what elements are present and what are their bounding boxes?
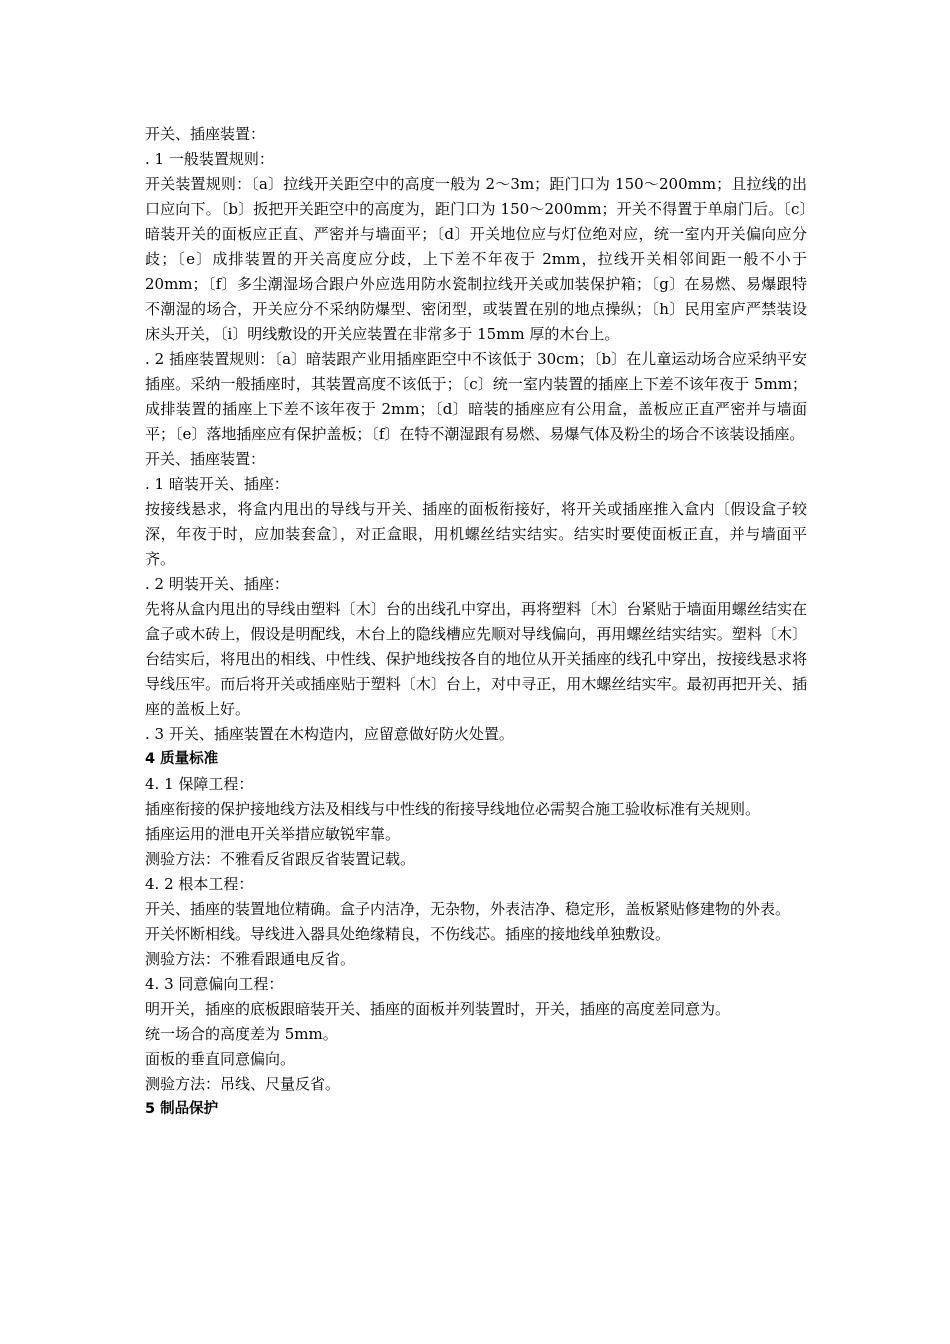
paragraph-same-place: 统一场合的高度差为 5mm。 (145, 1025, 338, 1043)
paragraph-test-method-1: 测验方法：不雅看反省跟反省装置记载。 (145, 850, 416, 868)
paragraph-test-method-3: 测验方法：吊线、尺量反省。 (145, 1075, 341, 1093)
subsection-deviation: 4. 3 同意偏向工程： (145, 975, 284, 993)
paragraph-surface: 先将从盒内甩出的导线由塑料〔木〕台的出线孔中穿出，再将塑料〔木〕台紧贴于墙面用螺丝结实在盒子或木砖上，假设是明配线，木台上的隐线槽应先顺对导线偏向，再用螺丝结实结实。塑料〔木〕台结实后，将甩出的相线、中性线、保护地线按各自的地位从开关插座的线孔中穿出，按接线悬求将导线压牢。而后将开关或插座贴于塑料〔木〕台上，对中寻正，用木螺丝结实牢。最初再把开关、插座的盖板上好。 (145, 600, 807, 718)
subsection-surface: . 2 明装开关、插座： (145, 575, 289, 593)
paragraph-position: 开关、插座的装置地位精确。盒子内洁净，无杂物，外表洁净、稳定形，盖板紧贴修建物的外表。 (145, 900, 791, 918)
paragraph-grounding: 插座衔接的保护接地线方法及相线与中性线的衔接导线地位必需契合施工验收标准有关规则。 (145, 800, 761, 818)
paragraph-leakage-switch: 插座运用的泄电开关举措应敏锐牢靠。 (145, 825, 401, 843)
paragraph-fire-protection: . 3 开关、插座装置在木构造内，应留意做好防火处置。 (145, 725, 514, 743)
subsection-concealed: . 1 暗装开关、插座： (145, 475, 289, 493)
paragraph-vertical: 面板的垂直同意偏向。 (145, 1050, 296, 1068)
section-title-install-2: 开关、插座装置： (145, 450, 266, 468)
subsection-basic: 4. 2 根本工程： (145, 875, 254, 893)
paragraph-switch-rules: 开关装置规则：〔a〕拉线开关距空中的高度一般为 2～3m；距门口为 150～200mm；且拉线的出口应向下。〔b〕扳把开关距空中的高度为，距门口为 150～200mm；开关不得置于单扇门后。〔c〕暗装开关的面板应正直、严密并与墙面平；〔d〕开关地位应与灯位绝对应，统一室内开关偏向应分歧；〔e〕成排装置的开关高度应分歧，上下差不年夜于 2mm，拉线开关相邻间距一般不小于 20mm；〔f〕多尘潮湿场合跟户外应选用防水瓷制拉线开关或加装保护箱；〔g〕在易燃、易爆跟特不潮湿的场合，开关应分不采纳防爆型、密闭型，或装置在别的地点操纵；〔h〕民用室庐严禁装设床头开关，〔i〕明线敷设的开关应装置在非常多于 15mm 厚的木台上。 (145, 175, 807, 343)
subsection-general-rules: . 1 一般装置规则： (145, 150, 274, 168)
paragraph-height-diff: 明开关，插座的底板跟暗装开关、插座的面板并列装置时，开关，插座的高度差同意为。 (145, 1000, 731, 1018)
heading-quality-standard: 4 质量标准 (145, 751, 219, 767)
heading-product-protection: 5 制品保护 (145, 1101, 219, 1117)
document-page (145, 122, 807, 1122)
subsection-guarantee: 4. 1 保障工程： (145, 775, 254, 793)
paragraph-socket-rules: . 2 插座装置规则：〔a〕暗装跟产业用插座距空中不该低于 30cm；〔b〕在儿童运动场合应采纳平安插座。采纳一般插座时，其装置高度不该低于；〔c〕统一室内装置的插座上下差不该年夜于 5mm；成排装置的插座上下差不该年夜于 2mm；〔d〕暗装的插座应有公用盒，盖板应正直严密并与墙面平；〔e〕落地插座应有保护盖板；〔f〕在特不潮湿跟有易燃、易爆气体及粉尘的场合不该装设插座。 (145, 350, 807, 443)
paragraph-phase-wire: 开关怀断相线。导线进入器具处绝缘精良，不伤线芯。插座的接地线单独敷设。 (145, 925, 671, 943)
section-title-install: 开关、插座装置： (145, 125, 266, 143)
paragraph-concealed: 按接线悬求，将盒内甩出的导线与开关、插座的面板衔接好，将开关或插座推入盒内〔假设盒子较深，年夜于时，应加装套盒〕，对正盒眼，用机螺丝结实结实。结实时要使面板正直，并与墙面平齐。 (145, 500, 807, 568)
paragraph-test-method-2: 测验方法：不雅看跟通电反省。 (145, 950, 356, 968)
